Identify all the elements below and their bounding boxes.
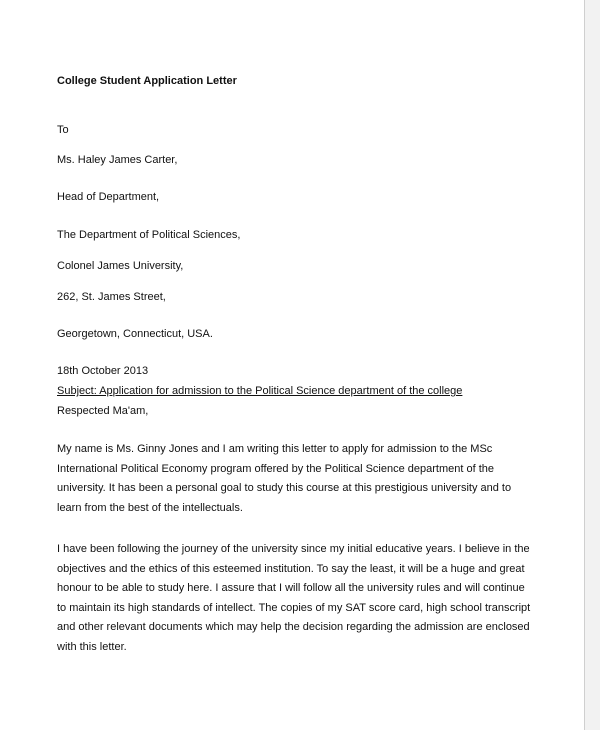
recipient-department: The Department of Political Sciences, (57, 229, 241, 241)
paragraph-line: and other relevant documents which may help the decision regarding the admission are enclosed (57, 621, 530, 633)
paragraph-line: My name is Ms. Ginny Jones and I am writing this letter to apply for admission to the MSc (57, 443, 493, 455)
recipient-institution: Colonel James University, (57, 260, 184, 272)
body-paragraph-1 (57, 440, 547, 518)
paragraph-line: learn from the best of the intellectuals. (57, 501, 243, 514)
recipient-city: Georgetown, Connecticut, USA. (57, 328, 213, 340)
paragraph-line: to maintain its high standards of intellect. The copies of my SAT score card, high school transcript (57, 601, 531, 614)
recipient-to: To (57, 124, 69, 136)
paragraph-line: honour to be able to study here. I assure that I will follow all the university rules and will continue (57, 582, 525, 594)
paragraph-line: I have been following the journey of the university since my initial educative years. I believe in the (57, 543, 530, 555)
recipient-street: 262, St. James Street, (57, 291, 166, 303)
letter-subject: Subject: Application for admission to the Political Science department of the college (57, 385, 463, 397)
paragraph-line: International Political Economy program offered by the Political Science department of the (57, 462, 494, 475)
paragraph-line: objectives and the ethics of this esteemed institution. To say the least, it will be a huge and great (57, 562, 525, 575)
paragraph-line: university. It has been a personal goal to study this course at this prestigious university and to (57, 482, 512, 494)
letter-date: 18th October 2013 (57, 365, 149, 377)
body-paragraph-2 (57, 540, 547, 657)
paragraph-line: with this letter. (57, 640, 127, 653)
letter-salutation: Respected Ma'am, (57, 405, 149, 417)
recipient-name: Ms. Haley James Carter, (57, 154, 178, 166)
recipient-position: Head of Department, (57, 191, 160, 203)
document-title: College Student Application Letter (57, 75, 237, 87)
